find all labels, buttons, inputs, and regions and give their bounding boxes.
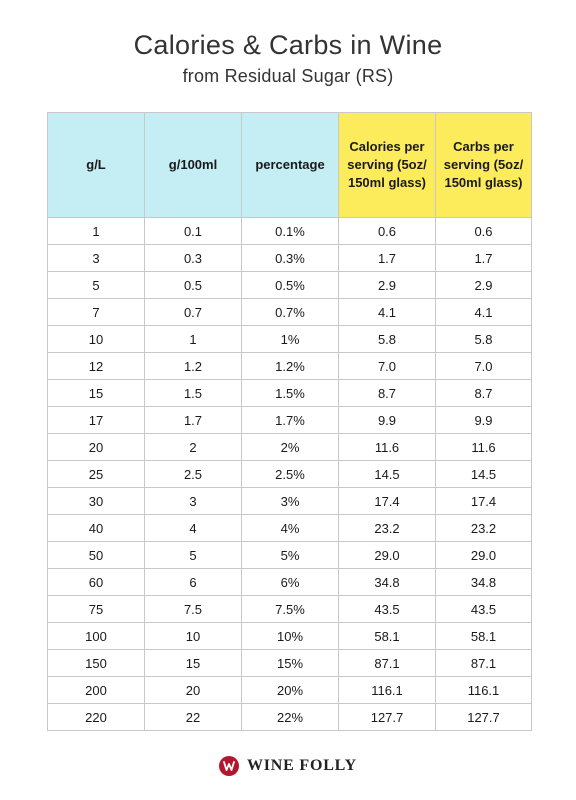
cell-g-per-100ml: 1.7 <box>145 407 242 434</box>
footer <box>0 756 576 776</box>
cell-carbs: 23.2 <box>436 515 532 542</box>
cell-g-per-l: 220 <box>48 704 145 731</box>
cell-percentage: 0.3% <box>242 245 339 272</box>
table-row <box>48 407 532 434</box>
cell-carbs: 43.5 <box>436 596 532 623</box>
table-row <box>48 353 532 380</box>
cell-calories: 7.0 <box>339 353 436 380</box>
cell-percentage: 5% <box>242 542 339 569</box>
residual-sugar-table <box>47 112 532 731</box>
cell-calories: 43.5 <box>339 596 436 623</box>
cell-calories: 14.5 <box>339 461 436 488</box>
table-row <box>48 515 532 542</box>
cell-calories: 9.9 <box>339 407 436 434</box>
cell-g-per-l: 50 <box>48 542 145 569</box>
cell-g-per-100ml: 2 <box>145 434 242 461</box>
cell-carbs: 58.1 <box>436 623 532 650</box>
cell-g-per-l: 3 <box>48 245 145 272</box>
cell-g-per-100ml: 1.2 <box>145 353 242 380</box>
cell-g-per-100ml: 22 <box>145 704 242 731</box>
table-row <box>48 542 532 569</box>
cell-g-per-100ml: 20 <box>145 677 242 704</box>
cell-carbs: 14.5 <box>436 461 532 488</box>
table-row <box>48 677 532 704</box>
cell-calories: 87.1 <box>339 650 436 677</box>
cell-carbs: 127.7 <box>436 704 532 731</box>
table-row <box>48 245 532 272</box>
cell-g-per-l: 15 <box>48 380 145 407</box>
table-row <box>48 704 532 731</box>
table-row <box>48 272 532 299</box>
cell-percentage: 0.1% <box>242 218 339 245</box>
cell-percentage: 6% <box>242 569 339 596</box>
cell-calories: 4.1 <box>339 299 436 326</box>
cell-g-per-100ml: 4 <box>145 515 242 542</box>
cell-g-per-l: 1 <box>48 218 145 245</box>
table-row <box>48 596 532 623</box>
cell-g-per-l: 10 <box>48 326 145 353</box>
header-g-per-100ml: g/100ml <box>145 113 242 218</box>
cell-percentage: 0.5% <box>242 272 339 299</box>
wine-folly-logo-icon <box>219 756 239 776</box>
cell-g-per-l: 12 <box>48 353 145 380</box>
cell-g-per-l: 100 <box>48 623 145 650</box>
cell-calories: 11.6 <box>339 434 436 461</box>
cell-g-per-l: 20 <box>48 434 145 461</box>
cell-percentage: 2% <box>242 434 339 461</box>
cell-carbs: 1.7 <box>436 245 532 272</box>
cell-calories: 2.9 <box>339 272 436 299</box>
cell-carbs: 5.8 <box>436 326 532 353</box>
cell-calories: 1.7 <box>339 245 436 272</box>
cell-calories: 34.8 <box>339 569 436 596</box>
cell-g-per-l: 17 <box>48 407 145 434</box>
cell-carbs: 29.0 <box>436 542 532 569</box>
cell-g-per-l: 60 <box>48 569 145 596</box>
cell-percentage: 4% <box>242 515 339 542</box>
cell-g-per-l: 75 <box>48 596 145 623</box>
cell-g-per-100ml: 1.5 <box>145 380 242 407</box>
cell-percentage: 15% <box>242 650 339 677</box>
cell-carbs: 87.1 <box>436 650 532 677</box>
table-row <box>48 218 532 245</box>
cell-g-per-100ml: 6 <box>145 569 242 596</box>
cell-percentage: 3% <box>242 488 339 515</box>
header-g-per-l: g/L <box>48 113 145 218</box>
cell-percentage: 20% <box>242 677 339 704</box>
table-row <box>48 569 532 596</box>
header-percentage: percentage <box>242 113 339 218</box>
table-row <box>48 488 532 515</box>
chart-subtitle: from Residual Sugar (RS) <box>182 66 394 86</box>
cell-percentage: 0.7% <box>242 299 339 326</box>
brand-name: WINE FOLLY <box>246 757 358 774</box>
cell-g-per-100ml: 3 <box>145 488 242 515</box>
cell-percentage: 1% <box>242 326 339 353</box>
table-row <box>48 326 532 353</box>
cell-g-per-100ml: 0.3 <box>145 245 242 272</box>
cell-g-per-100ml: 2.5 <box>145 461 242 488</box>
cell-calories: 23.2 <box>339 515 436 542</box>
table-row <box>48 623 532 650</box>
cell-g-per-l: 150 <box>48 650 145 677</box>
cell-g-per-l: 5 <box>48 272 145 299</box>
chart-title: Calories & Carbs in Wine <box>133 30 443 60</box>
cell-g-per-100ml: 0.5 <box>145 272 242 299</box>
cell-g-per-l: 7 <box>48 299 145 326</box>
cell-calories: 5.8 <box>339 326 436 353</box>
cell-carbs: 0.6 <box>436 218 532 245</box>
cell-g-per-100ml: 10 <box>145 623 242 650</box>
cell-calories: 17.4 <box>339 488 436 515</box>
cell-g-per-100ml: 7.5 <box>145 596 242 623</box>
table-row <box>48 650 532 677</box>
cell-carbs: 9.9 <box>436 407 532 434</box>
cell-calories: 0.6 <box>339 218 436 245</box>
cell-calories: 116.1 <box>339 677 436 704</box>
cell-carbs: 2.9 <box>436 272 532 299</box>
cell-carbs: 17.4 <box>436 488 532 515</box>
table-row <box>48 380 532 407</box>
cell-g-per-100ml: 5 <box>145 542 242 569</box>
cell-g-per-100ml: 0.7 <box>145 299 242 326</box>
cell-carbs: 4.1 <box>436 299 532 326</box>
cell-carbs: 8.7 <box>436 380 532 407</box>
cell-g-per-l: 25 <box>48 461 145 488</box>
header-calories-per-serving: Calories per serving (5oz/ 150ml glass) <box>339 113 436 218</box>
cell-calories: 29.0 <box>339 542 436 569</box>
cell-percentage: 1.2% <box>242 353 339 380</box>
cell-g-per-l: 200 <box>48 677 145 704</box>
cell-percentage: 22% <box>242 704 339 731</box>
cell-g-per-l: 30 <box>48 488 145 515</box>
cell-percentage: 1.7% <box>242 407 339 434</box>
cell-percentage: 7.5% <box>242 596 339 623</box>
cell-calories: 127.7 <box>339 704 436 731</box>
table-body <box>48 218 532 731</box>
cell-percentage: 2.5% <box>242 461 339 488</box>
cell-calories: 58.1 <box>339 623 436 650</box>
table-row <box>48 434 532 461</box>
cell-carbs: 11.6 <box>436 434 532 461</box>
cell-carbs: 34.8 <box>436 569 532 596</box>
cell-percentage: 1.5% <box>242 380 339 407</box>
cell-g-per-100ml: 0.1 <box>145 218 242 245</box>
cell-carbs: 116.1 <box>436 677 532 704</box>
table-row <box>48 461 532 488</box>
cell-g-per-100ml: 1 <box>145 326 242 353</box>
cell-g-per-l: 40 <box>48 515 145 542</box>
header-carbs-per-serving: Carbs per serving (5oz/ 150ml glass) <box>436 113 532 218</box>
table-row <box>48 299 532 326</box>
cell-calories: 8.7 <box>339 380 436 407</box>
cell-g-per-100ml: 15 <box>145 650 242 677</box>
cell-carbs: 7.0 <box>436 353 532 380</box>
header-row <box>48 113 532 218</box>
cell-percentage: 10% <box>242 623 339 650</box>
